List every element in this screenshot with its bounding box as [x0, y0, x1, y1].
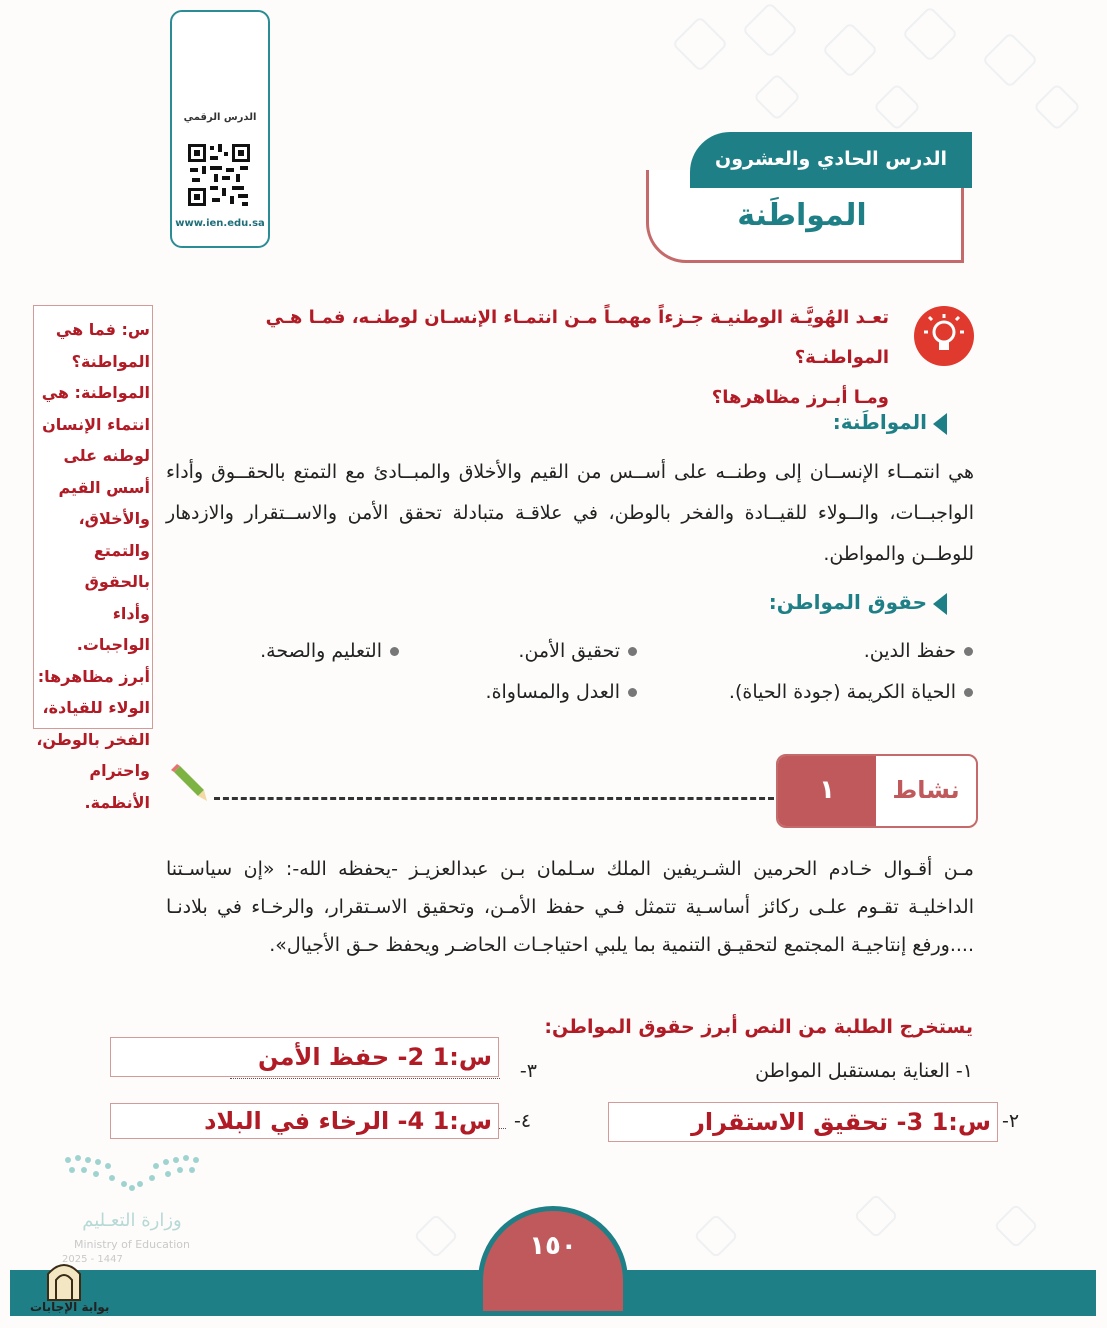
- right-item: تحقيق الأمن.: [518, 640, 637, 662]
- decor-shape: [853, 1193, 898, 1238]
- citizenship-heading: المواطَنة:: [833, 410, 947, 435]
- answer-3-field[interactable]: س:1 2- حفظ الأمن: [110, 1037, 499, 1077]
- page-number: ١٥٠: [478, 1206, 628, 1316]
- lightbulb-icon: [914, 306, 974, 366]
- chevron-left-icon: [933, 593, 947, 615]
- bullet-icon: [628, 688, 637, 697]
- answer-1: ١- العناية بمستقبل المواطن: [755, 1060, 973, 1082]
- answer-4-number: ٤-: [514, 1110, 532, 1132]
- decor-shape: [672, 16, 729, 73]
- king-quote: مـن أقـوال خـادم الحرمين الشـريفين الملك سـلمان بـن عبدالعزيـز -يحفظه الله-: «إن سياسـتنا الداخليـة تقـوم علـى ركائز أساسـية تتمثل فـي حفظ الأمـن، وتحقيق الاسـتقرار، والرخـاء في بلادنـا ....ورفع إنتاجيـة المجتمع لتحقيـق التنمية بما يلبي احتياجـات الحاضـر ويحفظ حـق الأجيال».: [166, 858, 974, 956]
- note-line: المواطنة: هي: [41, 383, 150, 402]
- decor-shape: [1033, 83, 1081, 131]
- activity-label: نشاط: [892, 776, 960, 804]
- ministry-name-en: Ministry of Education: [73, 1238, 190, 1251]
- portal-logo-icon: [44, 1256, 84, 1302]
- right-item: حفظ الدين.: [864, 640, 973, 662]
- note-line: انتماء الإنسان: [42, 414, 150, 434]
- intro-question: [249, 298, 889, 418]
- lesson-title: المواطَنة: [737, 198, 867, 233]
- decor-shape: [902, 6, 959, 63]
- decor-shape: [993, 1203, 1038, 1248]
- note-line: والأخلاق،: [78, 509, 150, 528]
- right-item: الحياة الكريمة (جودة الحياة).: [729, 681, 973, 703]
- note-line: أسس القيم: [58, 477, 150, 497]
- lesson-number-banner: الدرس الحادي والعشرون: [690, 132, 972, 188]
- right-item: التعليم والصحة.: [260, 640, 399, 662]
- decor-shape: [873, 83, 921, 131]
- pencil-icon: [170, 764, 208, 802]
- intro-line: تعـد الهُويَّـة الوطنيـة جـزءاً مهمـاً مـن انتمـاء الإنسـان لوطنـه، فمـا هـي المواطنـة؟: [265, 307, 889, 368]
- activity-number: ١: [778, 756, 876, 826]
- activity-divider: [214, 797, 774, 800]
- decor-shape: [693, 1213, 738, 1258]
- note-line: المواطنة؟: [71, 351, 150, 371]
- ministry-year: 2025 - 1447: [62, 1254, 123, 1265]
- bullet-icon: [964, 688, 973, 697]
- citizen-rights-heading: حقوق المواطن:: [769, 590, 947, 615]
- answer-2-number-label: ٢-: [1002, 1110, 1020, 1132]
- ministry-name-ar: وزارة التعـليم: [82, 1210, 182, 1231]
- portal-name[interactable]: بوابة الإجابات: [30, 1300, 110, 1314]
- note-line: لوطنه على: [63, 446, 150, 465]
- task-prompt: يستخرج الطلبة من النص أبرز حقوق المواطن:: [544, 1016, 973, 1038]
- intro-line: ومـا أبـرز مظاهرها؟: [711, 387, 889, 408]
- decor-shape: [753, 73, 801, 121]
- qr-code-icon[interactable]: [186, 142, 252, 208]
- bullet-icon: [964, 647, 973, 656]
- decor-shape: [742, 2, 799, 59]
- bullet-icon: [390, 647, 399, 656]
- decor-shape: [982, 32, 1039, 89]
- right-item: العدل والمساواة.: [486, 681, 637, 703]
- digital-lesson-title: الدرس الرقمي: [183, 112, 257, 123]
- note-line: الولاء للقيادة،: [42, 698, 150, 717]
- note-line: والتمتع بالحقوق: [84, 540, 150, 591]
- answer-3-line: [230, 1078, 500, 1079]
- answer-3-number: ٣-: [519, 1060, 537, 1082]
- activity-badge: [776, 754, 978, 828]
- decor-shape: [413, 1213, 458, 1258]
- answer-2-field[interactable]: س:1 3- تحقيق الاستقرار: [608, 1102, 998, 1142]
- digital-lesson-url[interactable]: www.ien.edu.sa: [175, 218, 265, 229]
- citizenship-definition: هي انتمــاء الإنســان إلى وطنــه على أســس من القيم والأخلاق والمبــادئ مع التمتع بالحقــوق وأداء الواجبــات، والــولاء للقيــادة والفخر بالوطن، في علاقـة متبادلة تحقق الأمن والاســتقرار والازدهار للوطــن والمواطن.: [166, 461, 974, 565]
- bullet-icon: [628, 647, 637, 656]
- digital-lesson-card[interactable]: [170, 10, 270, 248]
- decor-shape: [822, 22, 879, 79]
- note-line: س: فما هي: [55, 320, 150, 339]
- ministry-logo-icon: [62, 1152, 202, 1194]
- answer-4-field[interactable]: س:1 4- الرخاء في البلاد: [110, 1103, 499, 1139]
- note-line: واحترام الأنظمة.: [84, 761, 150, 812]
- note-line: أبرز مظاهرها:: [37, 666, 150, 686]
- chevron-left-icon: [933, 413, 947, 435]
- note-line: الفخر بالوطن،: [36, 729, 150, 749]
- note-line: وأداء الواجبات.: [76, 603, 150, 654]
- side-answer-note: [33, 305, 153, 812]
